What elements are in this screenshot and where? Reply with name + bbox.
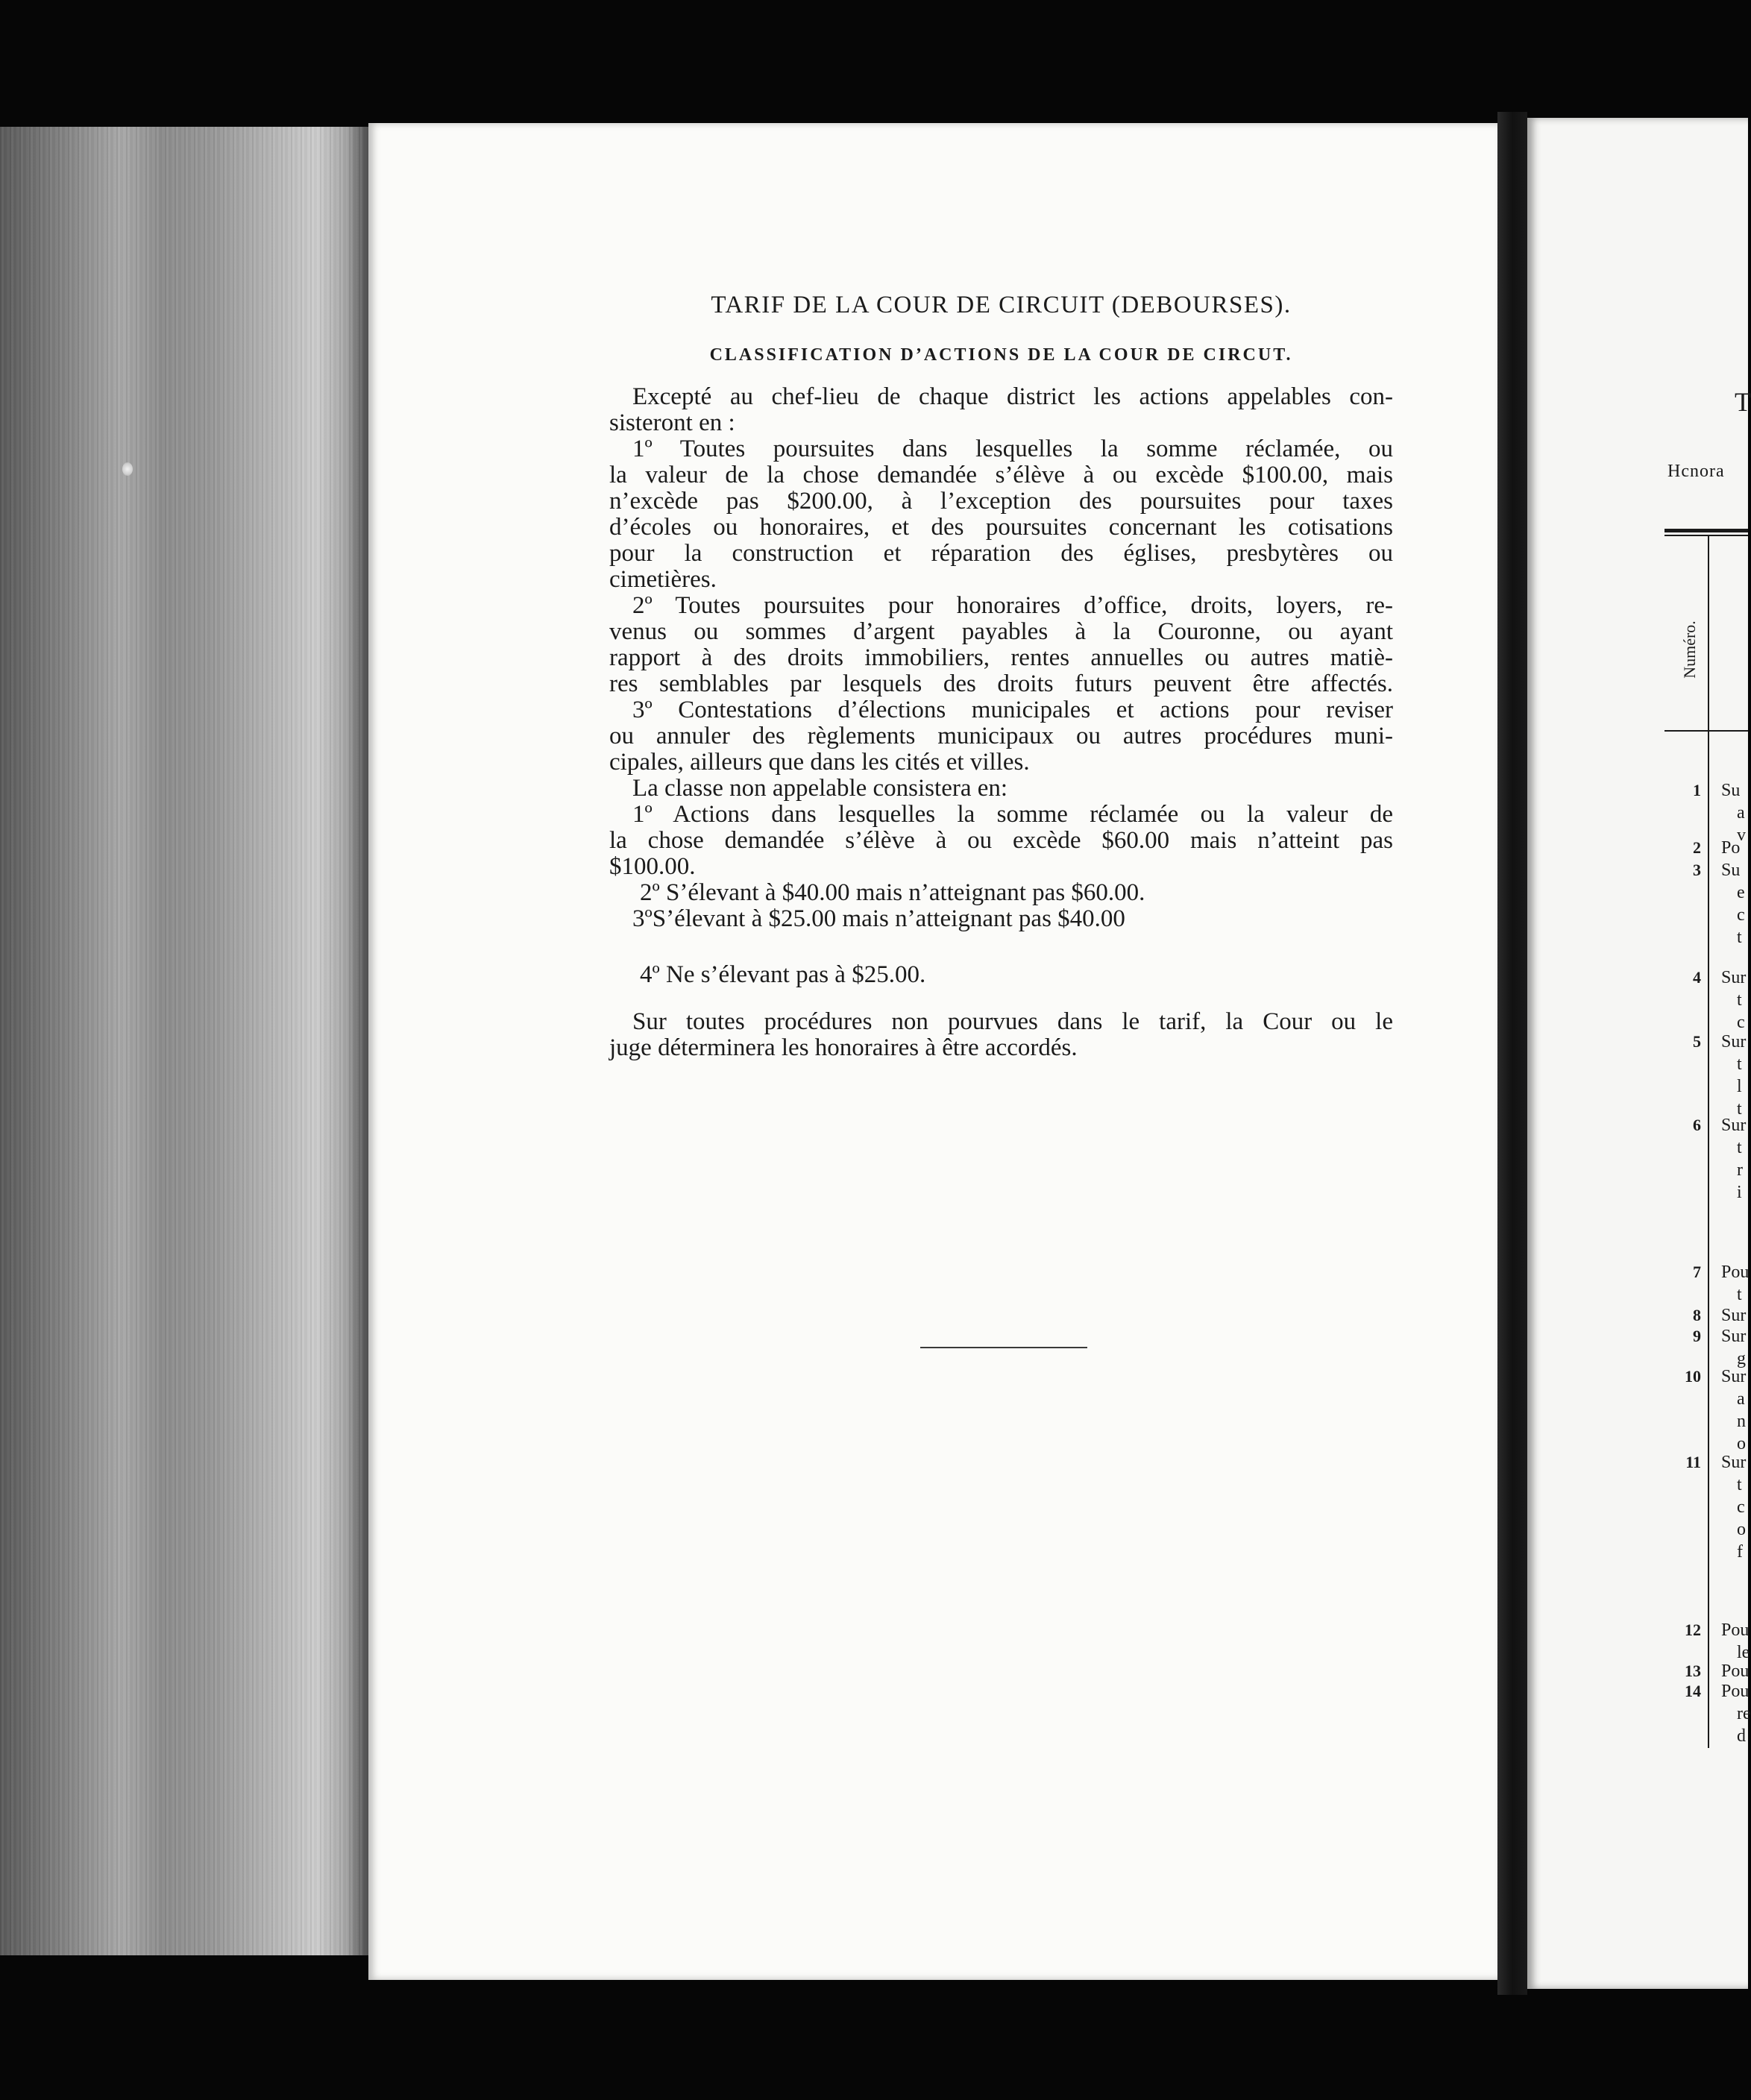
row-text-start: Pou [1721,1662,1750,1681]
text-line: 3º Contestations d’élections municipales et actions pour reviser [632,697,1393,723]
text-line: rapport à des droits immobiliers, rentes annuelles ou autres matiè- [609,644,1393,671]
text-line: 2º Toutes poursuites pour honoraires d’office, droits, loyers, re- [632,592,1393,619]
row-number: 10 [1685,1367,1701,1386]
row-text-continuation: o [1737,1434,1746,1453]
text-line: 4º Ne s’élevant pas à $25.00. [640,961,926,988]
row-text-continuation: le [1737,1643,1750,1662]
row-number: 1 [1693,781,1701,799]
row-text-continuation: l [1737,1077,1742,1096]
text-line: la valeur de la chose demandée s’élève à ou excède $100.00, mais [609,462,1393,488]
row-text-start: Pou [1721,1620,1750,1640]
text-line: Excepté au chef-lieu de chaque district les actions appelables con- [632,383,1393,410]
right-book-page [1527,118,1751,1989]
text-line: d’écoles ou honoraires, et des poursuites concernant les cotisations [609,514,1393,541]
row-text-continuation: v [1737,826,1746,845]
table-header-rule [1664,730,1748,732]
row-text-continuation: t [1737,1099,1742,1119]
row-text-continuation: t [1737,1054,1742,1074]
row-text-continuation: t [1737,928,1742,947]
row-number: 12 [1685,1620,1701,1639]
body-text [609,384,1393,1061]
row-text-continuation: t [1737,990,1742,1010]
text-line: sisteront en : [609,409,735,436]
row-number: 9 [1693,1327,1701,1345]
row-text-continuation: c [1737,1497,1745,1517]
row-text-continuation: n [1737,1412,1746,1431]
row-text-start: Su [1721,781,1741,800]
row-number: 5 [1693,1032,1701,1051]
row-text-start: Su [1721,861,1741,880]
table-column-rule [1708,535,1709,1748]
row-number: 8 [1693,1306,1701,1324]
row-text-start: Po [1721,838,1741,858]
column-header-numero: Numéro. [1680,620,1699,679]
text-line: pour la construction et réparation des églises, presbytères ou [609,540,1393,567]
row-text-start: Sur [1721,1306,1747,1325]
book-page-edges [0,127,368,1955]
text-line: $100.00. [609,853,696,880]
text-line: res semblables par lesquels des droits futurs peuvent être affectés. [609,670,1393,697]
section-heading: CLASSIFICATION D’ACTIONS DE LA COUR DE CIRCUT. [709,345,1293,365]
right-page-title-fragment: T [1735,387,1751,417]
row-text-continuation: re [1737,1704,1751,1723]
text-line: la chose demandée s’élève à ou excède $60.00 mais n’atteint pas [609,827,1393,854]
row-number: 13 [1685,1662,1701,1680]
row-number: 14 [1685,1682,1701,1700]
row-text-start: Sur [1721,1116,1747,1135]
row-text-continuation: o [1737,1520,1746,1539]
row-text-continuation: a [1737,803,1745,823]
row-text-start: Sur [1721,968,1747,987]
text-line: Sur toutes procédures non pourvues dans le tarif, la Cour ou le [632,1008,1393,1035]
table-top-rule-thin [1664,535,1748,536]
row-number: 7 [1693,1263,1701,1281]
row-text-continuation: r [1737,1160,1743,1180]
row-text-continuation: a [1737,1389,1745,1409]
text-line: 3ºS’élevant à $25.00 mais n’atteignant pas $40.00 [632,905,1125,932]
row-text-continuation: f [1737,1542,1743,1562]
row-text-continuation: t [1737,1285,1742,1304]
row-text-start: Pou [1721,1682,1750,1701]
book-gutter [1497,112,1527,1995]
text-line: venus ou sommes d’argent payables à la Couronne, ou ayant [609,618,1393,645]
table-top-rule [1664,529,1748,532]
row-text-continuation: i [1737,1183,1742,1202]
row-number: 6 [1693,1116,1701,1134]
text-line: 1º Toutes poursuites dans lesquelles la somme réclamée, ou [632,436,1393,462]
text-line: ou annuler des règlements municipaux ou autres procédures muni- [609,723,1393,749]
row-text-start: Sur [1721,1327,1747,1346]
row-text-start: Sur [1721,1453,1747,1472]
row-text-continuation: g [1737,1349,1746,1368]
text-line: 1º Actions dans lesquelles la somme réclamée ou la valeur de [632,801,1393,828]
text-line: La classe non appelable consistera en: [632,775,1008,802]
row-text-continuation: c [1737,1013,1745,1032]
scan-speck [122,462,133,476]
row-number: 4 [1693,968,1701,987]
row-text-continuation: d [1737,1726,1746,1746]
row-text-start: Sur [1721,1032,1747,1051]
row-number: 2 [1693,838,1701,857]
right-page-heading-fragment: Hcnora [1667,462,1725,481]
text-line: juge déterminera les honoraires à être accordés. [609,1034,1078,1061]
row-number: 3 [1693,861,1701,879]
end-rule [920,1347,1087,1348]
row-text-start: Sur [1721,1367,1747,1386]
row-text-start: Pou [1721,1263,1750,1282]
text-line: 2º S’élevant à $40.00 mais n’atteignant pas $60.00. [640,879,1145,906]
text-line: cipales, ailleurs que dans les cités et villes. [609,749,1030,776]
text-line: cimetières. [609,566,717,593]
row-text-continuation: e [1737,883,1745,902]
text-line: n’excède pas $200.00, à l’exception des poursuites pour taxes [609,488,1393,515]
row-number: 11 [1685,1453,1701,1471]
page-title: TARIF DE LA COUR DE CIRCUIT (DEBOURSES). [711,292,1292,318]
row-text-continuation: c [1737,905,1745,925]
row-text-continuation: t [1737,1475,1742,1494]
row-text-continuation: t [1737,1138,1742,1157]
